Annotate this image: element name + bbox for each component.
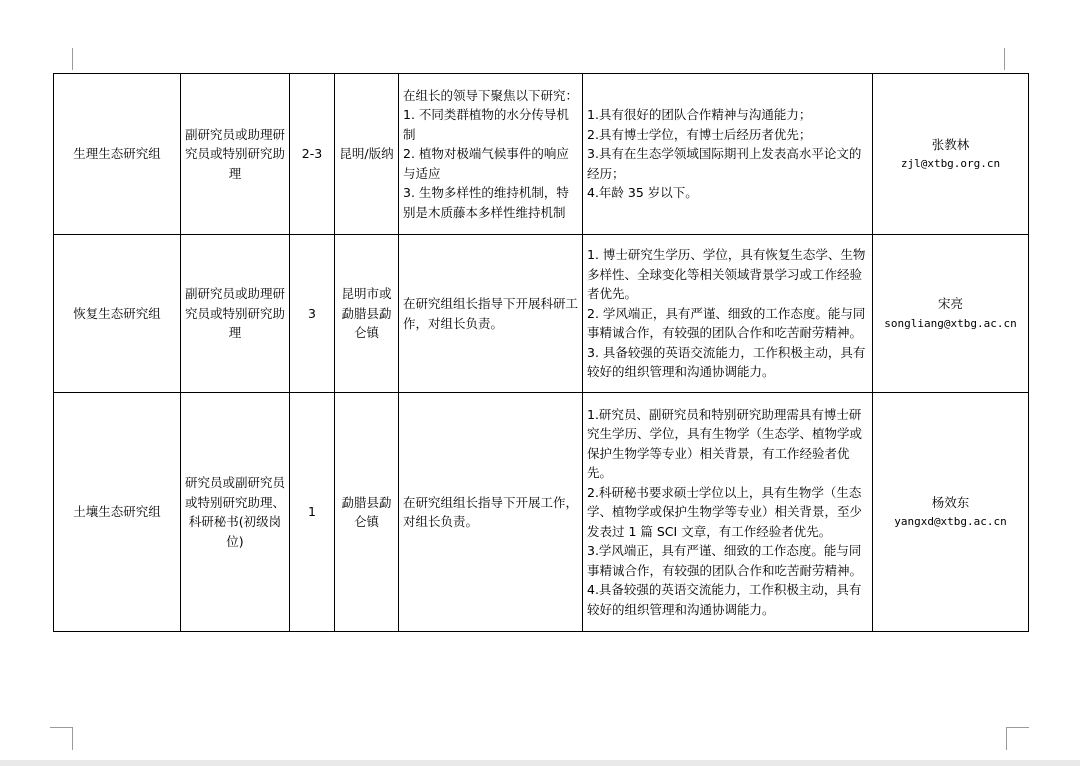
contact-name: 张教林 xyxy=(931,136,970,152)
count-cell: 3 xyxy=(290,235,335,393)
requirements-cell xyxy=(583,235,873,393)
requirement-line: 2. 学风端正，具有严谨、细致的工作态度。能与同事精诚合作，有较强的团队合作和吃苦耐劳精神。 xyxy=(587,305,866,341)
duties-cell xyxy=(399,74,583,235)
group-cell: 土壤生态研究组 xyxy=(54,393,181,632)
requirement-line: 2.具有博士学位，有博士后经历者优先； xyxy=(587,126,812,142)
table-row xyxy=(54,235,1029,393)
crop-mark-top-left xyxy=(72,48,73,70)
duty-line: 在研究组组长指导下开展科研工作，对组长负责。 xyxy=(403,296,579,331)
requirements-cell xyxy=(583,74,873,235)
duties-cell xyxy=(399,393,583,632)
page-bottom-edge xyxy=(0,760,1080,766)
duty-line: 2. 植物对极端气候事件的响应与适应 xyxy=(403,146,569,181)
group-cell: 生理生态研究组 xyxy=(54,74,181,235)
location-cell: 昆明市或勐腊县勐仑镇 xyxy=(335,235,399,393)
position-cell: 研究员或副研究员或特别研究助理、科研秘书(初级岗位) xyxy=(181,393,290,632)
crop-mark-top-right xyxy=(1004,48,1005,70)
duty-line: 在研究组组长指导下开展工作，对组长负责。 xyxy=(403,494,579,529)
contact-email-link[interactable]: songliang@xtbg.ac.cn xyxy=(884,316,1017,330)
count-cell: 1 xyxy=(290,393,335,632)
requirement-line: 3. 具备较强的英语交流能力，工作积极主动，具有较好的组织管理和沟通协调能力。 xyxy=(587,344,866,380)
requirement-line: 4.具备较强的英语交流能力，工作积极主动，具有较好的组织管理和沟通协调能力。 xyxy=(587,582,862,617)
location-cell: 昆明/版纳 xyxy=(335,74,399,235)
contact-cell xyxy=(873,235,1029,393)
contact-name: 宋亮 xyxy=(937,296,963,311)
requirement-line: 4.年龄 35 岁以下。 xyxy=(587,185,698,201)
duty-line: 1. 不同类群植物的水分传导机制 xyxy=(403,107,569,142)
count-cell: 2-3 xyxy=(290,74,335,235)
table-row xyxy=(54,393,1029,632)
table-row xyxy=(54,74,1029,235)
contact-name: 杨效东 xyxy=(931,494,970,510)
contact-email-link[interactable]: zjl@xtbg.org.cn xyxy=(900,157,1001,170)
duty-line: 在组长的领导下聚焦以下研究： xyxy=(403,87,579,103)
position-cell: 副研究员或助理研究员或特别研究助理 xyxy=(181,235,290,393)
contact-email-link[interactable]: yangxd@xtbg.ac.cn xyxy=(894,515,1007,528)
crop-mark-bottom-right xyxy=(1006,727,1029,750)
contact-cell xyxy=(873,74,1029,235)
requirement-line: 3.具有在生态学领域国际期刊上发表高水平论文的经历； xyxy=(587,146,862,181)
requirement-line: 3.学风端正，具有严谨、细致的工作态度。能与同事精诚合作，有较强的团队合作和吃苦耐劳精神。 xyxy=(587,543,863,578)
group-cell: 恢复生态研究组 xyxy=(54,235,181,393)
duty-line: 3. 生物多样性的维持机制，特别是木质藤本多样性维持机制 xyxy=(403,185,569,220)
contact-cell xyxy=(873,393,1029,632)
recruitment-table xyxy=(53,73,1029,632)
duties-cell xyxy=(399,235,583,393)
position-cell: 副研究员或助理研究员或特别研究助理 xyxy=(181,74,290,235)
crop-mark-bottom-left xyxy=(50,727,73,750)
requirement-line: 1. 博士研究生学历、学位，具有恢复生态学、生物多样性、全球变化等相关领域背景学习或工作经验者优先。 xyxy=(587,247,866,302)
location-cell: 勐腊县勐仑镇 xyxy=(335,393,399,632)
requirements-cell xyxy=(583,393,873,632)
requirement-line: 2.科研秘书要求硕士学位以上，具有生物学（生态学、植物学或保护生物学等专业）相关背景，至少发表过 1 篇 SCI 文章，有工作经验者优先。 xyxy=(587,484,863,539)
requirement-line: 1.研究员、副研究员和特别研究助理需具有博士研究生学历、学位，具有生物学（生态学、植物学或保护生物学等专业）相关背景，有工作经验者优先。 xyxy=(587,406,863,481)
requirement-line: 1.具有很好的团队合作精神与沟通能力； xyxy=(587,107,812,123)
